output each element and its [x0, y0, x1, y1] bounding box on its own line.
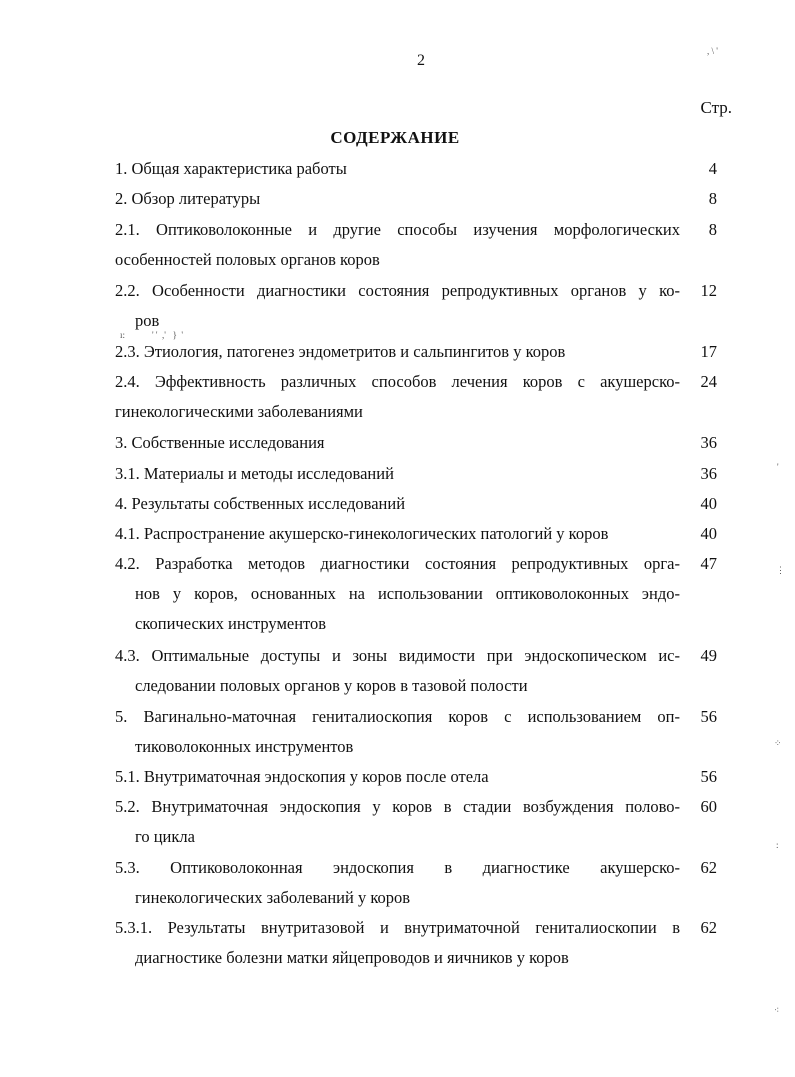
toc-entry-page: 40 [700, 524, 717, 543]
toc-entry-page: 36 [700, 433, 717, 452]
toc-entry[interactable] [115, 276, 717, 336]
toc-entry[interactable] [115, 367, 717, 427]
toc-entry-page: 24 [700, 372, 717, 391]
toc-entry-title: 2.2. Особенности диагностики состояния репродуктивных органов у ко- [115, 281, 680, 300]
toc-entry[interactable] [115, 337, 717, 367]
toc-entry[interactable] [115, 428, 717, 458]
toc-entry-page: 62 [700, 918, 717, 937]
toc-entry-title: 5.3.1. Результаты внутритазовой и внутриматочной гениталиоскопии в [115, 918, 680, 937]
toc-entry-title: 4.2. Разработка методов диагностики состояния репродуктивных орга- [115, 554, 680, 573]
scan-artifact: , \ ' [707, 46, 718, 56]
toc-entry-page: 56 [700, 707, 717, 726]
toc-entry-title: 4.3. Оптимальные доступы и зоны видимости при эндоскопическом ис- [115, 646, 680, 665]
page-number: 2 [417, 52, 425, 69]
toc-entry-title-continued: диагностике болезни матки яйцепроводов и яичников у коров [135, 948, 569, 967]
toc-entry-page: 49 [700, 646, 717, 665]
toc-entry-title: 1. Общая характеристика работы [115, 159, 347, 178]
toc-entry-title: 4.1. Распространение акушерско-гинекологических патологий у коров [115, 524, 609, 543]
scan-artifact: ⁘ [774, 738, 782, 748]
scan-artifact: : [776, 840, 779, 850]
toc-entry-page: 56 [700, 767, 717, 786]
toc-entry-title: 4. Результаты собственных исследований [115, 494, 406, 513]
toc-entry-page: 8 [708, 189, 717, 208]
toc-entry[interactable] [115, 792, 717, 852]
scan-artifact: ' [777, 462, 779, 472]
toc-entry-page: 47 [700, 554, 717, 573]
toc-entry-title: 2.1. Оптиковолоконные и другие способы изучения морфологических [115, 220, 680, 239]
toc-entry[interactable] [115, 702, 717, 762]
toc-entry[interactable] [115, 154, 717, 184]
scan-artifact: ⁖ [774, 1005, 780, 1015]
toc-entry[interactable] [115, 913, 717, 973]
toc-entry[interactable] [115, 853, 717, 913]
toc-entry[interactable] [115, 641, 717, 701]
toc-entry[interactable] [115, 549, 717, 639]
toc-entry-title: 3.1. Материалы и методы исследований [115, 464, 394, 483]
toc-entry-page: 62 [700, 858, 717, 877]
toc-entry[interactable] [115, 519, 717, 549]
toc-entry-page: 4 [708, 159, 717, 178]
toc-entry-title-continued: следовании половых органов у коров в тазовой полости [135, 676, 528, 695]
page-column-label: Стр. [700, 98, 732, 117]
toc-entry-title-continued: гинекологическими заболеваниями [115, 402, 363, 421]
toc-entry-title: 5.1. Внутриматочная эндоскопия у коров после отела [115, 767, 489, 786]
toc-entry-title: 2. Обзор литературы [115, 189, 261, 208]
toc-entry-title-continued: гинекологических заболеваний у коров [135, 888, 411, 907]
page-title: СОДЕРЖАНИЕ [330, 128, 460, 147]
toc-entry[interactable] [115, 459, 717, 489]
toc-entry-title: 2.4. Эффективность различных способов лечения коров с акушерско- [115, 372, 680, 391]
toc-entry-title: 3. Собственные исследования [115, 433, 325, 452]
toc-entry-page: 8 [708, 220, 717, 239]
toc-entry-title: 5.3. Оптиковолоконная эндоскопия в диагностике акушерско- [115, 858, 680, 877]
toc-entry[interactable] [115, 489, 717, 519]
toc-entry-page: 60 [700, 797, 717, 816]
toc-entry-title: 5. Вагинально-маточная гениталиоскопия коров с использованием оп- [115, 707, 680, 726]
toc-entry-page: 40 [700, 494, 717, 513]
toc-entry-title-continued: тиковолоконных инструментов [135, 737, 354, 756]
toc-entry-title: 2.3. Этиология, патогенез эндометритов и сальпингитов у коров [115, 342, 566, 361]
toc-entry-page: 17 [700, 342, 717, 361]
toc-entry-title-continued: нов у коров, основанных на использовании оптиковолоконных эндо- [135, 584, 680, 603]
toc-entry[interactable] [115, 184, 717, 214]
scan-artifact: ı: ' ' ,' } ' [120, 330, 184, 340]
toc-entry[interactable] [115, 762, 717, 792]
scan-artifact: ⋮ [776, 565, 785, 575]
toc-entry-title-continued: особенностей половых органов коров [115, 250, 380, 269]
toc-entry-title-continued: го цикла [135, 827, 195, 846]
toc-entry-page: 36 [700, 464, 717, 483]
toc-entry-page: 12 [700, 281, 717, 300]
toc-entry[interactable] [115, 215, 717, 275]
toc-entry-title-continued: ров [135, 311, 160, 330]
toc-entry-title: 5.2. Внутриматочная эндоскопия у коров в стадии возбуждения полово- [115, 797, 680, 816]
toc-entry-title-continued: скопических инструментов [135, 614, 327, 633]
